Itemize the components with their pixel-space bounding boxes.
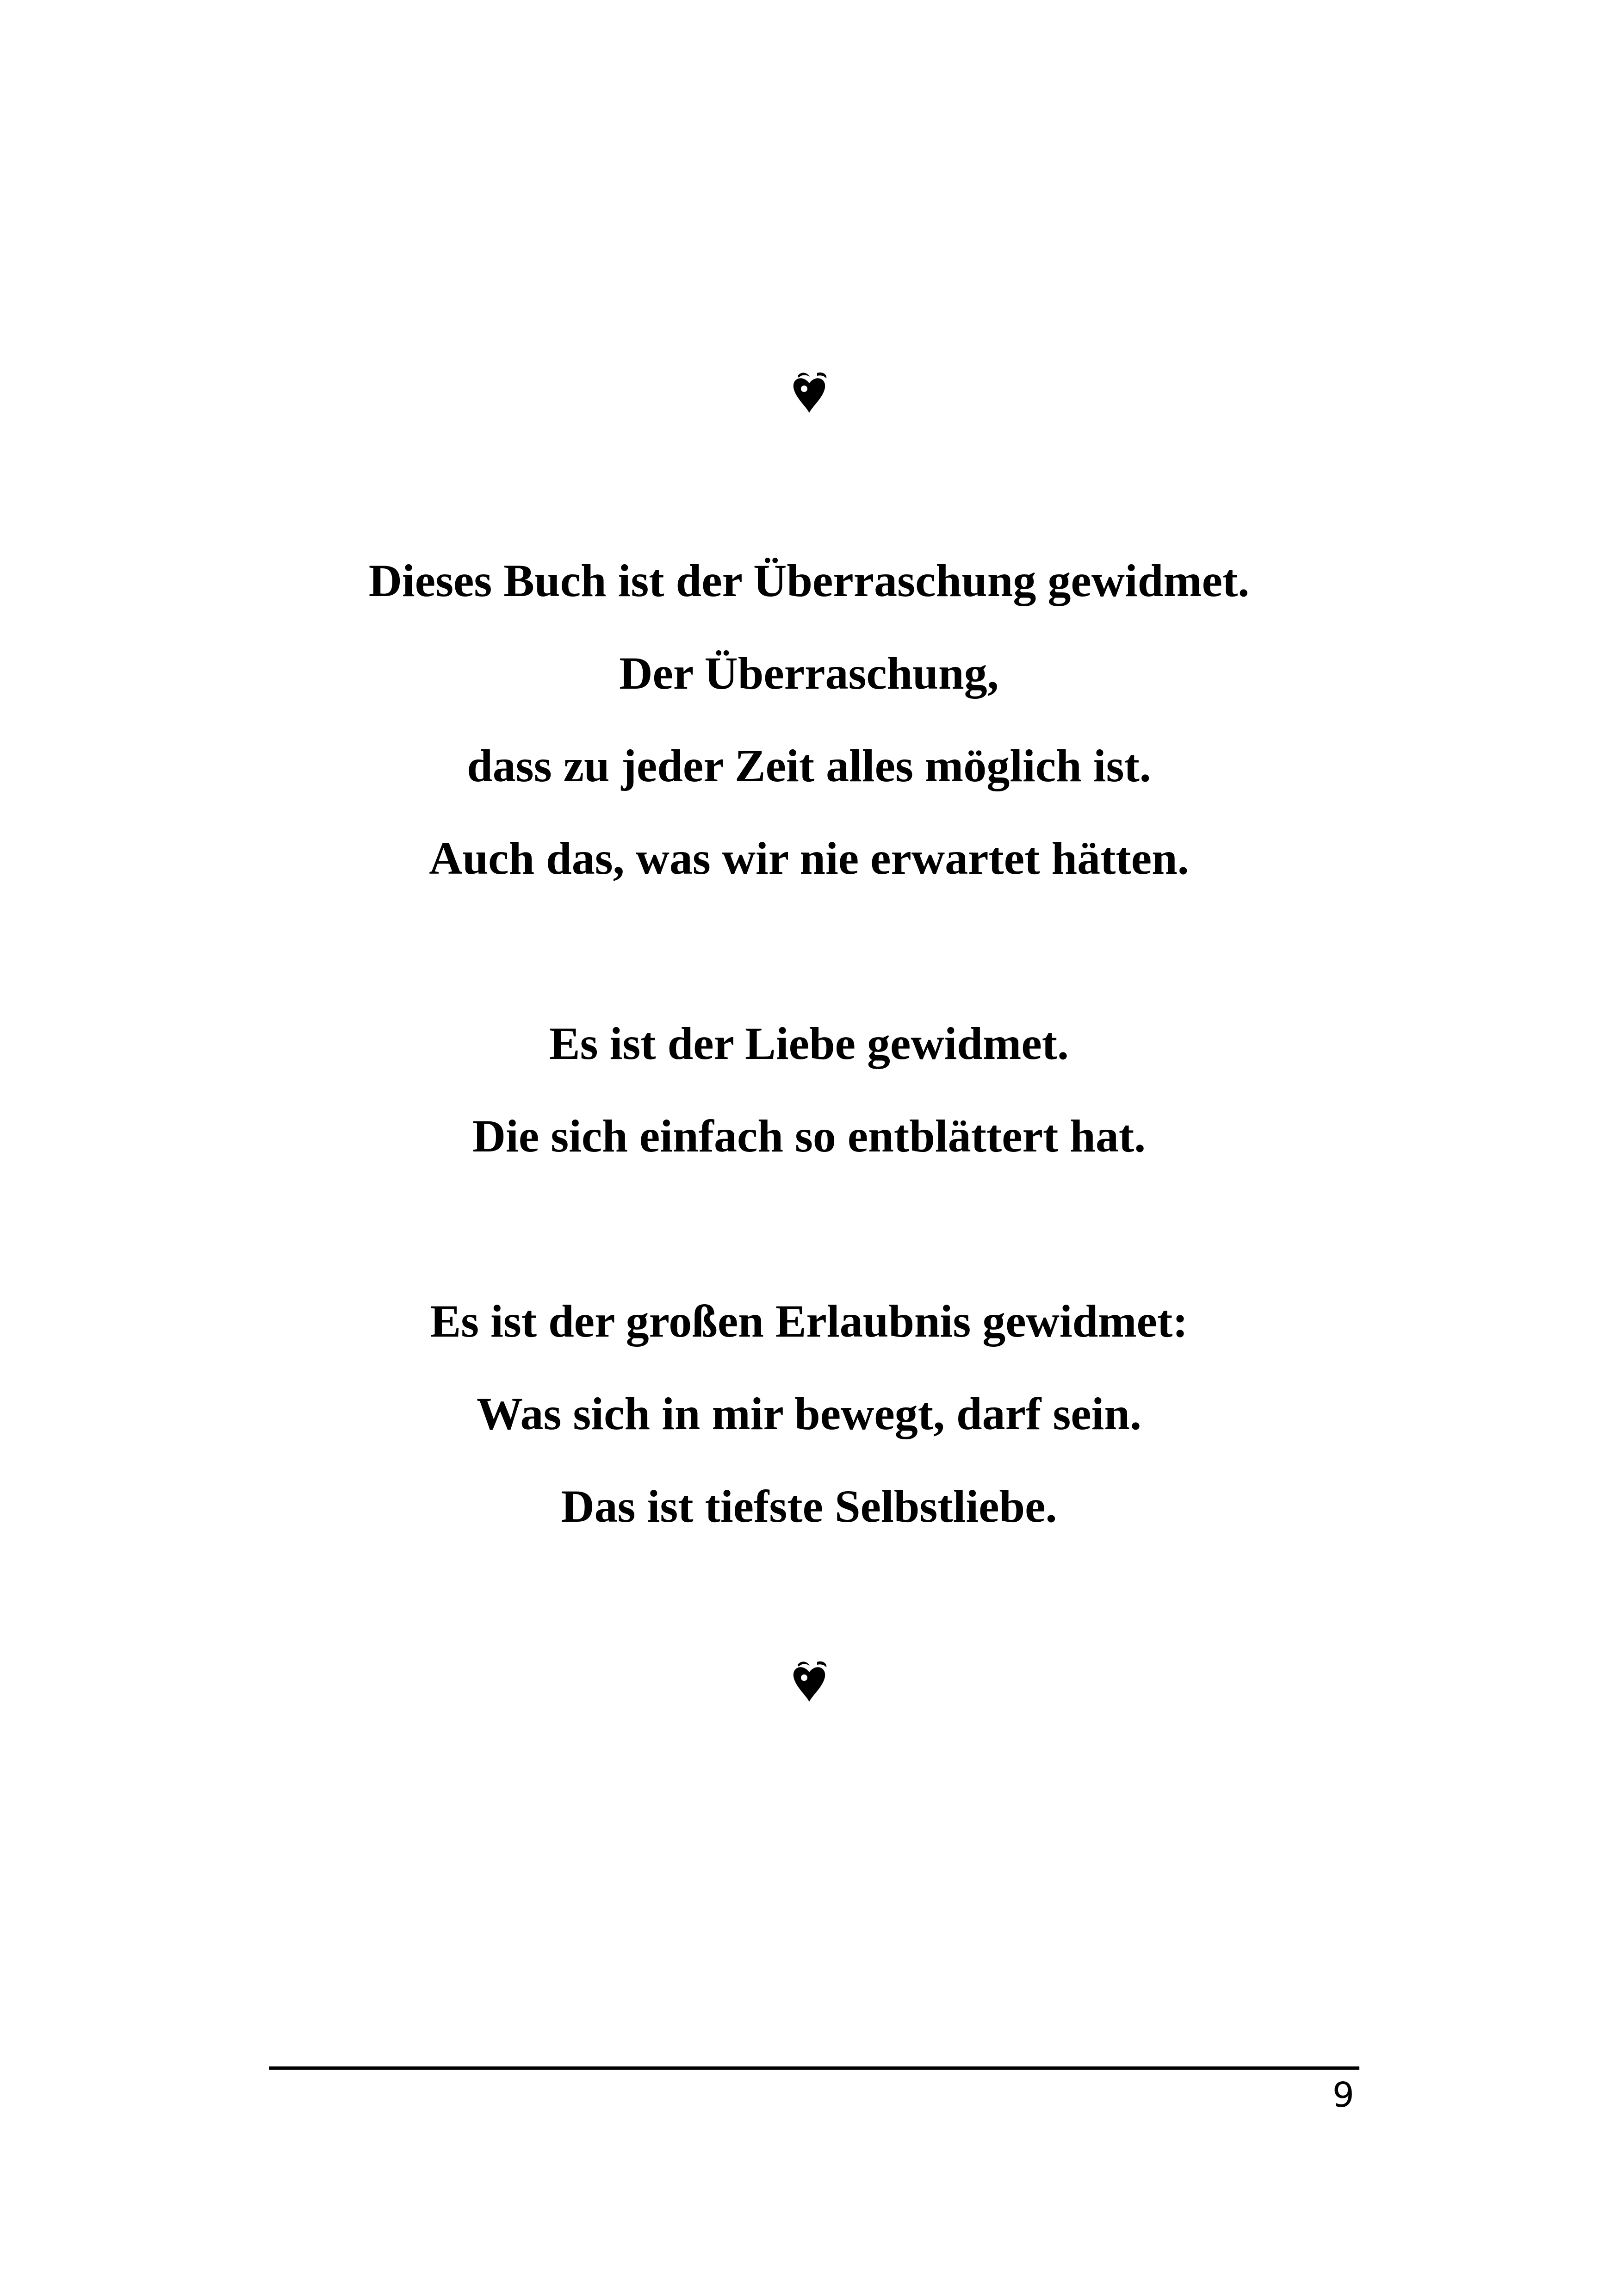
dedication-line: Das ist tiefste Selbstliebe. [561, 1481, 1057, 1532]
floral-heart-icon [0, 370, 1618, 424]
dedication-line: dass zu jeder Zeit alles möglich ist. [467, 740, 1151, 791]
dedication-line: Der Überraschung, [619, 647, 999, 699]
footer-divider [269, 2066, 1359, 2070]
dedication-line: Auch das, was wir nie erwartet hätten. [429, 833, 1189, 884]
dedication-line: Die sich einfach so entblättert hat. [472, 1110, 1146, 1162]
dedication-line: Es ist der Liebe gewidmet. [549, 1018, 1069, 1069]
page-number: 9 [1332, 2075, 1354, 2115]
floral-heart-icon-glyph [788, 1659, 830, 1705]
dedication-line: Dieses Buch ist der Überraschung gewidmet. [368, 555, 1250, 606]
stanza-2 [0, 997, 1618, 1182]
floral-heart-icon [0, 1659, 1618, 1713]
stanza-1 [0, 535, 1618, 905]
dedication-line: Was sich in mir bewegt, darf sein. [476, 1388, 1142, 1439]
floral-heart-icon-glyph [788, 370, 830, 417]
dedication-text [0, 535, 1618, 1553]
stanza-3 [0, 1275, 1618, 1553]
dedication-line: Es ist der großen Erlaubnis gewidmet: [430, 1295, 1188, 1347]
